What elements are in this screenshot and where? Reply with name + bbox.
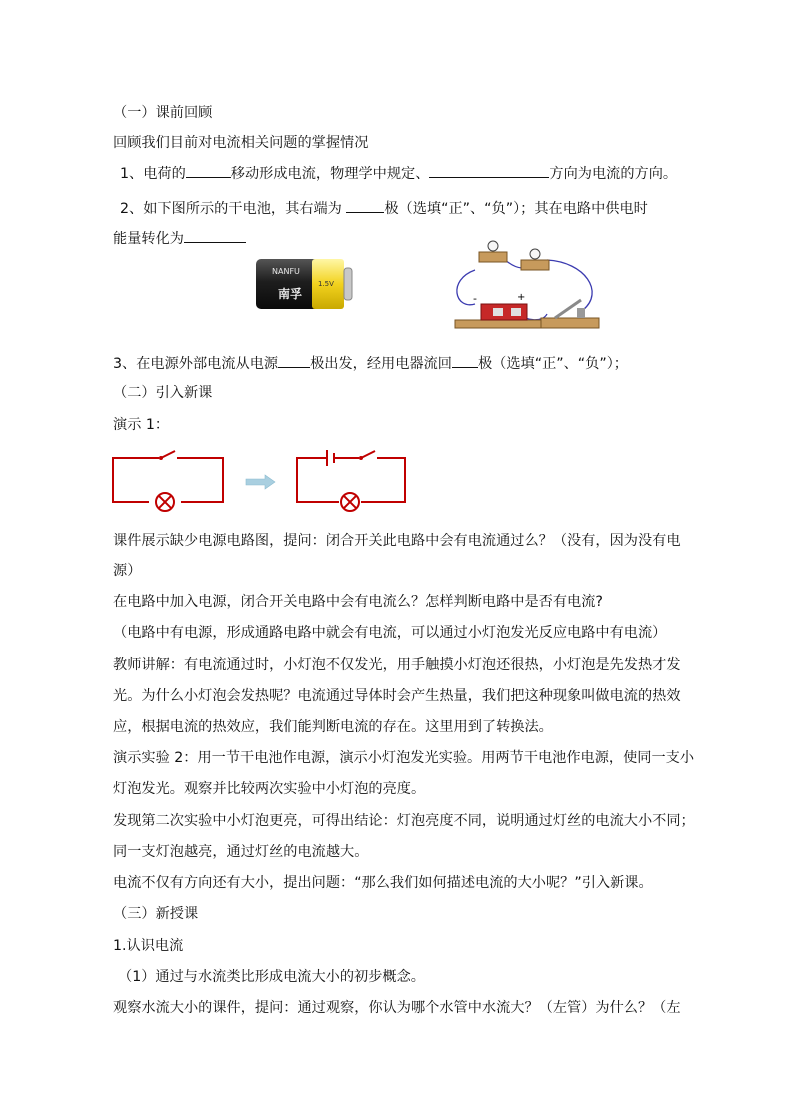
section-heading-3: （三）新授课 <box>113 906 199 922</box>
paragraph: 电流不仅有方向还有大小，提出问题：“那么我们如何描述电流的大小呢？”引入新课。 <box>113 875 653 891</box>
question-3: 3、在电源外部电流从电源 极出发，经用电器流回 极（选填“正”、“负”）； <box>113 353 628 374</box>
paragraph: 课件展示缺少电源电路图，提问：闭合开关此电路中会有电流通过么？（没有，因为没有电 <box>113 533 681 549</box>
lamp-base <box>521 260 549 270</box>
answer-blank[interactable] <box>429 163 549 178</box>
paragraph: 教师讲解：有电流通过时，小灯泡不仅发光，用手触摸小灯泡还很热，小灯泡是先发热才发 <box>113 657 681 673</box>
paragraph: 光。为什么小灯泡会发热呢？电流通过导体时会产生热量，我们把这种现象叫做电流的热效 <box>113 688 681 704</box>
answer-blank[interactable] <box>278 353 310 368</box>
battery-voltage: 1.5V <box>318 280 334 288</box>
paragraph: 源） <box>113 563 142 579</box>
plus-sign: + <box>517 292 526 303</box>
paragraph: 灯泡发光。观察并比较两次实验中小灯泡的亮度。 <box>113 781 426 797</box>
section-heading-2: （二）引入新课 <box>113 385 213 401</box>
answer-blank[interactable] <box>452 353 478 368</box>
answer-blank[interactable] <box>186 163 231 178</box>
arrow-icon <box>246 475 276 489</box>
subheading: 1.认识电流 <box>113 938 184 954</box>
lamp-bulb <box>530 249 540 259</box>
switch-base <box>541 318 599 328</box>
battery-brand-cn: 南孚 <box>278 287 303 301</box>
switch-contact <box>159 456 163 460</box>
paragraph: 发现第二次实验中小灯泡更亮，可得出结论：灯泡亮度不同，说明通过灯丝的电流大小不同； <box>113 813 695 829</box>
battery-image <box>250 256 354 312</box>
battery-holder-base <box>455 320 541 328</box>
demo-1-label: 演示 1： <box>113 417 170 433</box>
switch-contact <box>359 456 363 460</box>
battery-brand: NANFU <box>272 267 300 276</box>
circuit-diagram-no-source <box>113 452 225 504</box>
question-2-cont: 能量转化为 <box>113 228 246 249</box>
lamp-base <box>479 252 507 262</box>
question-1: 1、电荷的 移动形成电流，物理学中规定、 方向为电流的方向。 <box>120 163 677 184</box>
question-2: 2、如下图所示的干电池，其右端为 极（选填“正”、“负”）；其在电路中供电时 <box>120 198 648 219</box>
answer-blank[interactable] <box>184 228 246 243</box>
paragraph: 观察水流大小的课件，提问：通过观察，你认为哪个水管中水流大？（左管）为什么？（左 <box>113 1000 681 1016</box>
circuit-photo <box>455 232 607 332</box>
paragraph: 同一支灯泡越亮，通过灯丝的电流越大。 <box>113 844 369 860</box>
intro-text: 回顾我们目前对电流相关问题的掌握情况 <box>113 135 369 151</box>
battery-terminal <box>344 268 352 300</box>
paragraph: 在电路中加入电源，闭合开关电路中会有电流么？怎样判断电路中是否有电流? <box>113 594 603 610</box>
circuit-diagram-with-source <box>297 452 409 504</box>
paragraph: 应，根据电流的热效应，我们能判断电流的存在。这里用到了转换法。 <box>113 719 553 735</box>
answer-blank[interactable] <box>346 198 384 213</box>
paragraph: 演示实验 2：用一节干电池作电源，演示小灯泡发光实验。用两节干电池作电源，使同一支小 <box>113 750 695 766</box>
paragraph: （电路中有电源，形成通路电路中就会有电流，可以通过小灯泡发光反应电路中有电流） <box>113 625 667 641</box>
section-heading-1: （一）课前回顾 <box>113 105 213 121</box>
lamp-bulb <box>488 241 498 251</box>
subheading: （1）通过与水流类比形成电流大小的初步概念。 <box>118 969 425 985</box>
minus-sign: - <box>473 292 477 305</box>
